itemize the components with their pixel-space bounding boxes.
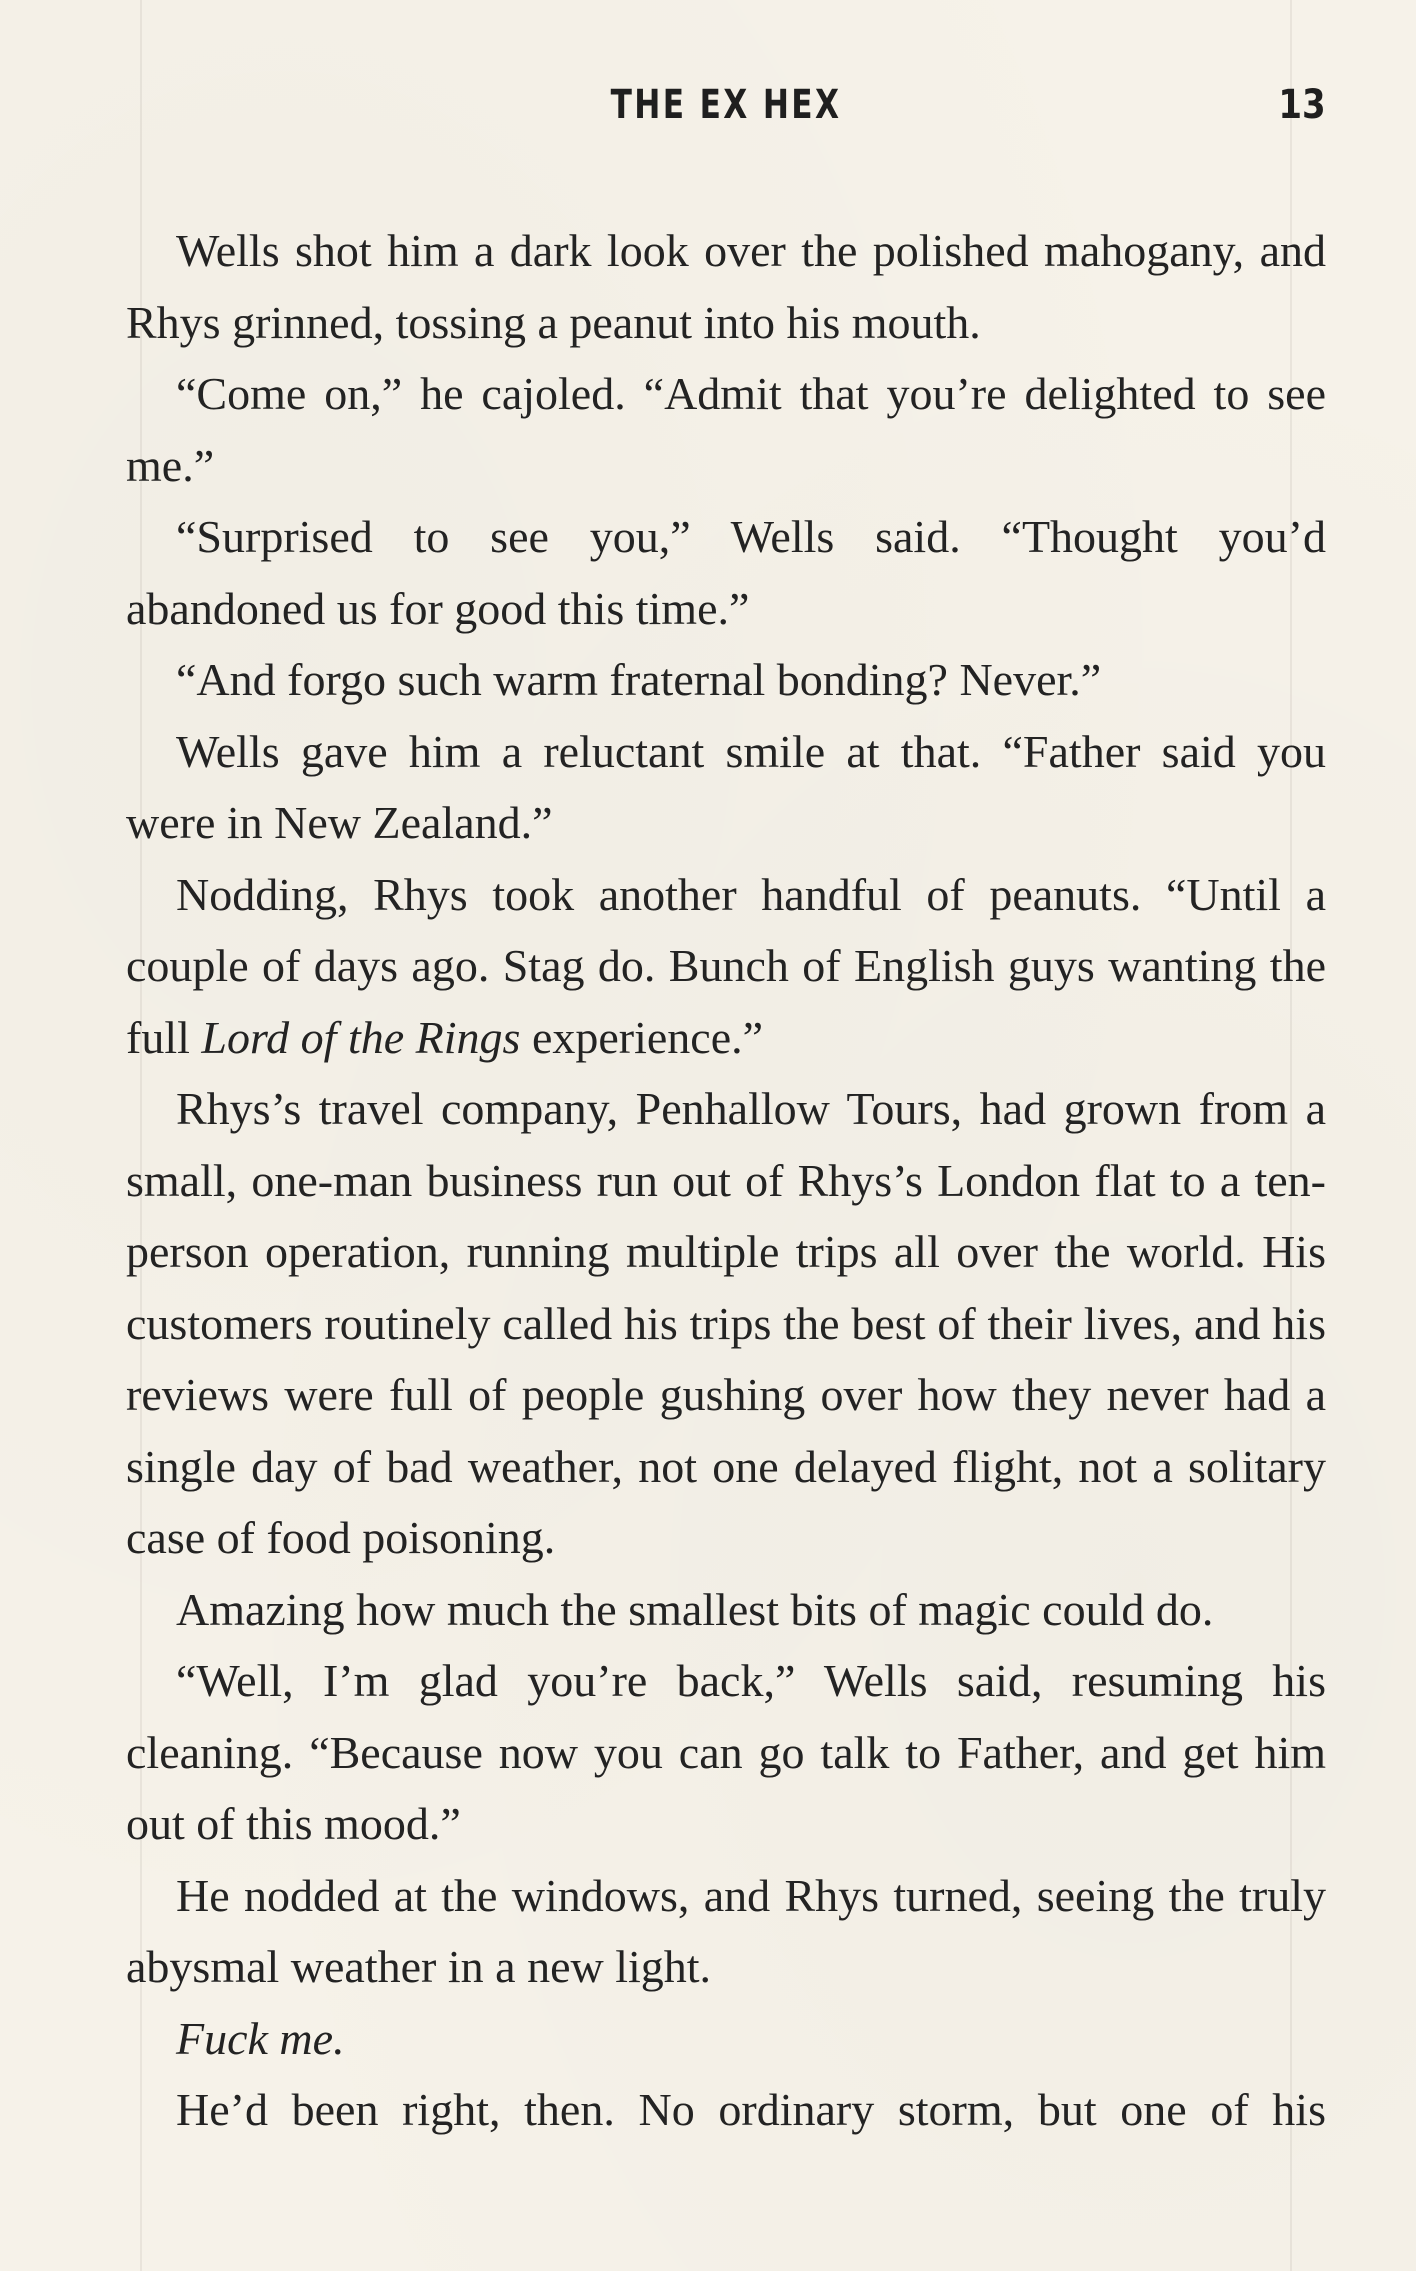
paragraph <box>126 2003 1326 2075</box>
paragraph: Wells gave him a reluctant smile at that. “Father said you were in New Zealand.” <box>126 725 1326 848</box>
paragraph <box>126 859 1326 1074</box>
paragraph: Rhys’s travel company, Penhallow Tours, had grown from a small, one-man business run out of Rhys’s London flat to a ten-person operation, running multiple trips all over the world. His customers routinely called his trips the best of their lives, and his reviews were full of people gushing over how they never had a single day of bad weather, not one delayed flight, not a solitary case of food poisoning. <box>126 1083 1326 1563</box>
paragraph: “And forgo such warm fraternal bonding? Never.” <box>176 654 1102 705</box>
paragraph-text: Nodding, Rhys took another handful of peanuts. “Until a couple of days ago. Stag do. Bunch of English guys wanting the full <box>126 868 1326 1063</box>
italic-thought: Fuck me. <box>176 2012 345 2064</box>
paragraph: “Well, I’m glad you’re back,” Wells said, resuming his cleaning. “Because now you can go talk to Father, and get him out of this mood.” <box>126 1655 1326 1849</box>
page-number: 13 <box>1278 82 1326 128</box>
paragraph: “Come on,” he cajoled. “Admit that you’re delighted to see me.” <box>126 368 1326 491</box>
paragraph: He nodded at the windows, and Rhys turned, seeing the truly abysmal weather in a new light. <box>126 1869 1326 1992</box>
paragraph: “Surprised to see you,” Wells said. “Thought you’d abandoned us for good this time.” <box>126 511 1326 634</box>
paragraph-text: experience.” <box>520 1011 764 1063</box>
running-head <box>126 82 1326 142</box>
italic-book-title: Lord of the Rings <box>201 1011 521 1063</box>
book-title: THE EX HEX <box>610 82 842 128</box>
paragraph: He’d been right, then. No ordinary storm, but one of his <box>176 2084 1326 2135</box>
body-text <box>126 215 1326 2146</box>
paragraph: Wells shot him a dark look over the polished mahogany, and Rhys grinned, tossing a peanut into his mouth. <box>126 225 1326 348</box>
paragraph: Amazing how much the smallest bits of magic could do. <box>176 1583 1214 1635</box>
